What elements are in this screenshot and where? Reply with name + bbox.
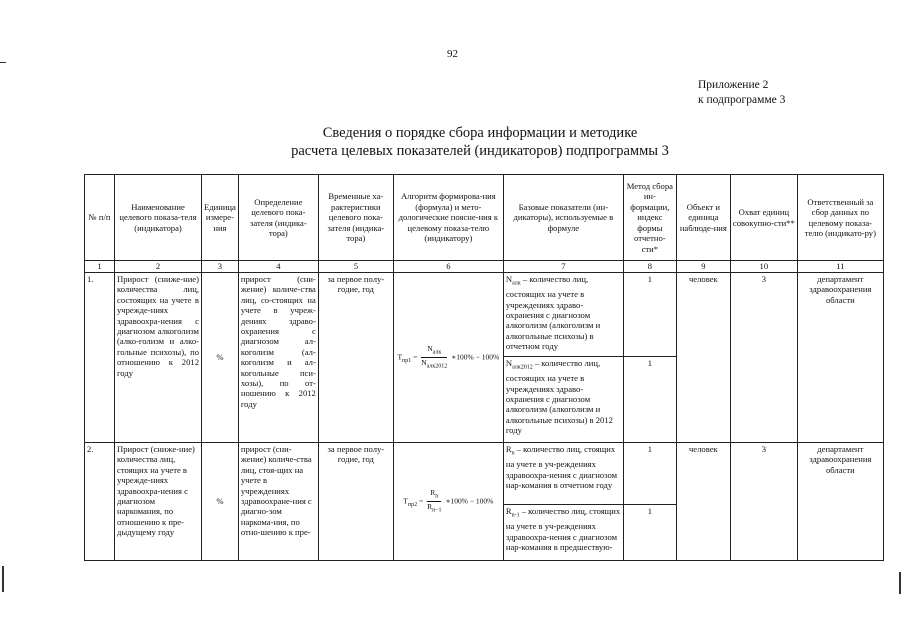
row-number: 1. [85,273,115,443]
formula: $T_{пр2}$ = $\frac{R_n}{R_{n-1}}$ ∗100% − 100% [393,443,503,561]
header-cell: Базовые показатели (ин-дикаторы), используемые в формуле [503,175,623,261]
base-text: – количество лиц, состоящих на учете в учреждениях здраво-охранения с диагнозом алкоголизм (алкоголизм и алкогольные психозы) в 2012 году [505,358,613,436]
observation-object: человек [676,273,730,443]
formula-numerator-sub: алк [432,349,442,355]
indicator-definition: прирост (сни-жение) количе-ства лиц, со-стоящих на учете в учреж-дениях здраво-охранения с диагнозом ал-коголизм (ал-коголизм и ал-когольные пси-хозы), по от-ношению к 2012 году [238,273,318,443]
appendix-label [698,78,785,108]
info-table [84,174,884,561]
indicator-definition: прирост (сни-жение) количе-ства лиц, стоя-щих на учете в учреждениях здравоохране-ния с диагно-зом наркома-ния, по отно-шению к пре- [238,443,318,561]
header-cell: Определение целевого пока-зателя (индика-тора) [238,175,318,261]
collection-method: 1 [623,443,676,505]
right-scan-bar [899,572,901,594]
column-number: 9 [676,261,730,273]
unit: % [202,443,239,561]
table-row [85,273,884,357]
column-number: 7 [503,261,623,273]
left-scan-bar [2,566,4,592]
title-line-2: расчета целевых показателей (индикаторов) подпрограммы 3 [291,143,669,159]
responsible: департамент здравоохранения области [797,273,883,443]
document-title [200,124,760,160]
base-text: – количество лиц, стоящих на учете в уч-реждениях здравоохра-нения с диагнозом нар-комания в предшествую- [505,506,621,552]
appendix-line-2: к подпрограмме 3 [698,94,786,106]
formula: $T_{пр1}$ = $\frac{N_{алк}}{N_{алк2012}}$ ∗100% − 100% [393,273,503,443]
header-cell: Охват единиц совокупно-сти** [730,175,797,261]
header-cell: Метод сбора ин-формации, индекс формы отчетно-сти* [623,175,676,261]
column-number: 4 [238,261,318,273]
formula-numerator-sub: n [435,493,439,499]
page-number: 92 [447,48,458,60]
left-scan-mark [0,62,6,63]
responsible: департамент здравоохранения области [797,443,883,561]
header-cell: Объект и единица наблюде-ния [676,175,730,261]
column-number: 2 [115,261,202,273]
collection-method: 1 [623,357,676,443]
base-symbol: N [505,358,513,368]
column-number-row [85,261,884,273]
row-number: 2. [85,443,115,561]
base-symbol-sub: алк2012 [512,364,533,371]
column-number: 1 [85,261,115,273]
header-cell: № п/п [85,175,115,261]
formula-numerator: N [427,343,433,353]
base-indicator [503,273,623,357]
table-row [85,443,884,505]
formula-fraction [427,488,441,516]
unit: % [202,273,239,443]
base-symbol-sub: алк [512,280,521,287]
header-cell: Алгоритм формирова-ния (формула) и мето-дологические поясне-ния к целевому показа-телю (индикатору) [393,175,503,261]
header-cell: Ответственный за сбор данных по целевому показа-телю (индикато-ру) [797,175,883,261]
column-number: 11 [797,261,883,273]
header-cell: Единица измере-ния [202,175,239,261]
formula-denominator-sub: n−1 [432,507,442,514]
time-characteristics: за первое полу-годие, год [318,443,393,561]
base-symbol-sub: n [511,450,515,457]
base-text: – количество лиц, состоящих на учете в учреждениях здраво-охранения с диагнозом алкоголизм (алкоголизм и алкогольные психозы) в отчетном году [505,274,601,352]
column-number: 6 [393,261,503,273]
coverage: 3 [730,273,797,443]
title-line-1: Сведения о порядке сбора информации и методике [322,125,638,141]
base-symbol-sub: n-1 [511,512,520,519]
column-number: 10 [730,261,797,273]
formula-numerator: R [430,487,436,497]
base-symbol: R [505,506,512,516]
base-indicator [503,443,623,505]
column-number: 5 [318,261,393,273]
base-symbol: N [505,274,513,284]
indicator-name: Прирост (сниже-ние) количества лиц, стоящих на учете в учрежде-ниях здравоохра-нения с диагнозом наркомания, по отношению к пре-дыдущему году [115,443,202,561]
column-number: 8 [623,261,676,273]
collection-method: 1 [623,505,676,561]
collection-method: 1 [623,273,676,357]
observation-object: человек [676,443,730,561]
coverage: 3 [730,443,797,561]
formula-lhs-sub: пр2 [407,501,418,508]
formula-tail: ∗100% − 100% [451,352,500,362]
formula-denominator: N [421,358,427,367]
base-text: – количество лиц, стоящих на учете в уч-реждениях здравоохра-нения с диагнозом нар-комания в отчетном году [505,444,618,490]
header-cell: Временные ха-рактеристики целевого пока-зателя (индика-тора) [318,175,393,261]
time-characteristics: за первое полу-годие, год [318,273,393,443]
formula-tail: ∗100% − 100% [445,496,494,506]
formula-lhs: T [403,496,408,506]
header-cell: Наименование целевого показа-теля (индикатора) [115,175,202,261]
formula-denominator-sub: алк2012 [426,363,448,370]
base-indicator [503,505,623,561]
formula-lhs: T [397,352,403,362]
base-symbol: R [505,444,512,454]
base-indicator [503,357,623,443]
header-row [85,175,884,261]
column-number: 3 [202,261,239,273]
formula-denominator: R [427,502,433,511]
formula-fraction [421,344,447,372]
indicator-name: Прирост (сниже-ние) количества лиц, состоящих на учете в учрежде-ниях здравоохра-нения с диагнозом алкоголизм (алко-голизм и алко-гольные психозы), по отношению к 2012 году [115,273,202,443]
appendix-line-1: Приложение 2 [698,79,769,91]
formula-lhs-sub: пр1 [402,357,412,364]
